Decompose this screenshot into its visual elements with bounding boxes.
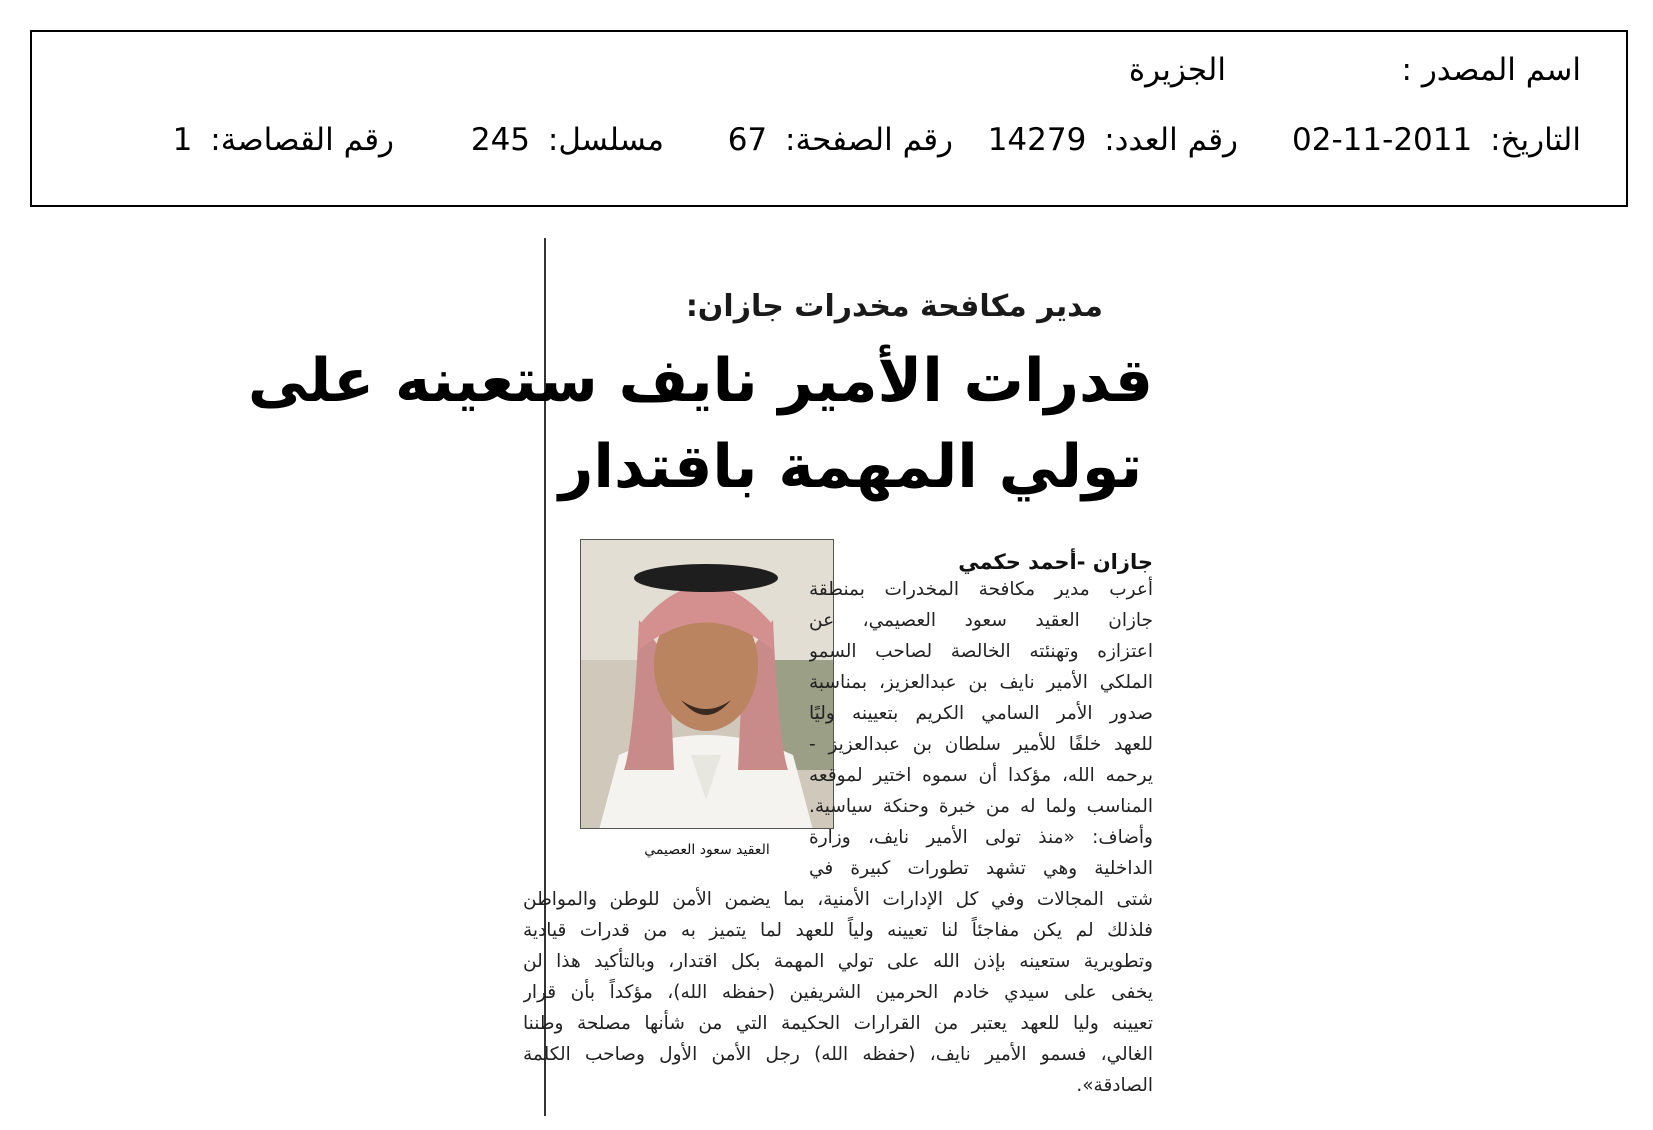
body-line: اعتزازه وتهنئته الخالصة لصاحب السمو <box>809 641 1153 662</box>
article-byline: جازان -أحمد حكمي <box>958 550 1153 574</box>
newspaper-clipping <box>247 238 1213 1116</box>
article-kicker: مدير مكافحة مخدرات جازان: <box>685 289 1103 324</box>
body-line: الغالي، فسمو الأمير نايف، (حفظه الله) رجل الأمن الأول وصاحب الكلمة <box>523 1044 1153 1065</box>
portrait-photo-image <box>580 540 833 829</box>
body-line: الداخلية وهي تشهد تطورات كبيرة في <box>809 858 1153 879</box>
body-line: المناسب ولما له من خبرة وحنكة سياسية. <box>809 796 1153 817</box>
issue-cell <box>988 122 1238 158</box>
body-line: للعهد خلفًا للأمير سلطان بن عبدالعزيز - <box>809 734 1153 755</box>
body-line: فلذلك لم يكن مفاجئاً لنا تعيينه ولياً للعهد لما يتميز به من قدرات قيادية <box>523 920 1153 941</box>
serial-label: مسلسل: <box>547 122 664 158</box>
body-line: يخفى على سيدي خادم الحرمين الشريفين (حفظه الله)، مؤكداً بأن قرار <box>523 982 1153 1003</box>
portrait-photo <box>580 539 834 829</box>
page-cell <box>728 122 953 158</box>
body-line: صدور الأمر السامي الكريم بتعيينه وليًا <box>809 703 1153 724</box>
body-line: وتطويرية ستعينه بإذن الله على تولي المهمة بكل اقتدار، وبالتأكيد هذا لن <box>523 951 1153 972</box>
date-cell <box>1292 122 1581 158</box>
source-value: الجزيرة <box>1128 52 1226 88</box>
serial-value: 245 <box>470 122 531 158</box>
clip-value: 1 <box>172 122 193 158</box>
body-line: جازان العقيد سعود العصيمي، عن <box>809 610 1153 631</box>
body-line: الملكي الأمير نايف بن عبدالعزيز، بمناسبة <box>809 672 1153 693</box>
source-label: اسم المصدر : <box>1401 52 1581 88</box>
body-line: شتى المجالات وفي كل الإدارات الأمنية، بما يضمن الأمن للوطن والمواطن <box>523 889 1153 910</box>
body-line: تعيينه وليا للعهد يعتبر من القرارات الحكيمة التي من شأنها مصلحة وطننا <box>523 1013 1153 1034</box>
date-label: التاريخ: <box>1490 122 1581 158</box>
source-value-cell <box>1129 52 1226 88</box>
serial-cell <box>471 122 664 158</box>
clip-label: رقم القصاصة: <box>210 122 394 158</box>
body-line: يرحمه الله، مؤكدا أن سموه اختير لموقعه <box>809 765 1153 786</box>
photo-caption: العقيد سعود العصيمي <box>644 842 770 858</box>
issue-value: 14279 <box>987 122 1087 158</box>
body-line: وأضاف: «منذ تولى الأمير نايف، وزارة <box>809 827 1153 848</box>
clip-cell <box>173 122 394 158</box>
issue-label: رقم العدد: <box>1104 122 1238 158</box>
body-line: أعرب مدير مكافحة المخدرات بمنطقة <box>809 579 1153 600</box>
date-value: 2011-11-02 <box>1292 122 1473 158</box>
source-row <box>1402 52 1581 88</box>
page-label: رقم الصفحة: <box>785 122 953 158</box>
article-headline <box>247 338 1153 510</box>
body-line: الصادقة». <box>1076 1075 1153 1096</box>
headline-line: قدرات الأمير نايف ستعينه على <box>247 346 1153 416</box>
source-info-box <box>30 30 1628 207</box>
page-value: 67 <box>727 122 768 158</box>
headline-line: تولي المهمة باقتدار <box>558 432 1143 502</box>
